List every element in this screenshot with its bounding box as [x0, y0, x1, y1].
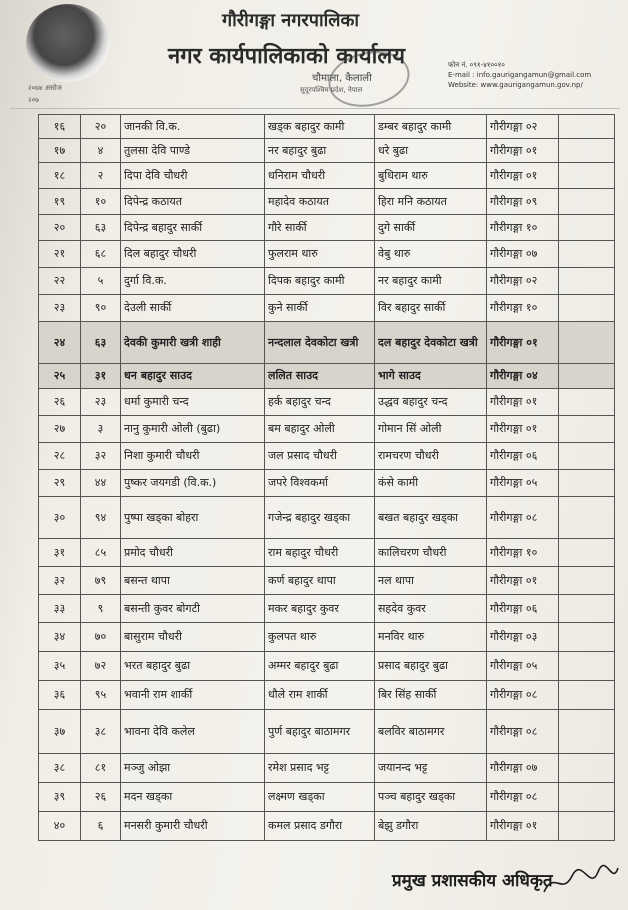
- address-cell: गौरीगङ्गा ०६: [487, 595, 559, 623]
- table-row: [39, 681, 615, 710]
- remarks-cell: [559, 215, 615, 241]
- grandfather-name-cell: दुगे सार्की: [375, 215, 487, 241]
- remarks-cell: [559, 268, 615, 295]
- number-cell: ९: [81, 595, 121, 623]
- table-row: [39, 754, 615, 783]
- address-cell: गौरीगङ्गा ०८: [487, 681, 559, 710]
- number-cell: ६३: [81, 215, 121, 241]
- table-row: [39, 364, 615, 389]
- table-row: [39, 783, 615, 812]
- name-cell: देउली सार्की: [121, 295, 265, 322]
- grandfather-name-cell: वेबु थारु: [375, 241, 487, 268]
- father-name-cell: खड्क बहादुर कामी: [265, 115, 375, 139]
- table-row: [39, 470, 615, 497]
- remarks-cell: [559, 497, 615, 539]
- remarks-cell: [559, 812, 615, 841]
- name-cell: धर्मा कुमारी चन्द: [121, 389, 265, 416]
- address-cell: गौरीगङ्गा ०२: [487, 268, 559, 295]
- address-cell: गौरीगङ्गा ०८: [487, 497, 559, 539]
- table-row: [39, 295, 615, 322]
- number-cell: २: [81, 163, 121, 189]
- address-cell: गौरीगङ्गा ०७: [487, 754, 559, 783]
- address-cell: गौरीगङ्गा ०४: [487, 364, 559, 389]
- name-cell: तुलसा देवि पाण्डे: [121, 139, 265, 163]
- father-name-cell: दिपक बहादुर कामी: [265, 268, 375, 295]
- number-cell: ८५: [81, 539, 121, 567]
- name-cell: भरत बहादुर बुढा: [121, 652, 265, 681]
- name-cell: पुष्पा खड्का बोहरा: [121, 497, 265, 539]
- table-row: [39, 389, 615, 416]
- table-row: [39, 163, 615, 189]
- father-name-cell: अम्मर बहादुर बुढा: [265, 652, 375, 681]
- number-cell: ६८: [81, 241, 121, 268]
- remarks-cell: [559, 416, 615, 443]
- grandfather-name-cell: बुधिराम थारु: [375, 163, 487, 189]
- number-cell: २६: [81, 783, 121, 812]
- number-cell: ९४: [81, 497, 121, 539]
- address-cell: गौरीगङ्गा ०१: [487, 139, 559, 163]
- table-row: [39, 241, 615, 268]
- grandfather-name-cell: नर बहादुर कामी: [375, 268, 487, 295]
- name-cell: प्रमोद चौधरी: [121, 539, 265, 567]
- table-row: [39, 215, 615, 241]
- name-cell: नानु कुमारी ओली (बुढा): [121, 416, 265, 443]
- father-name-cell: हर्क बहादुर चन्द: [265, 389, 375, 416]
- address-cell: गौरीगङ्गा ०३: [487, 623, 559, 652]
- remarks-cell: [559, 783, 615, 812]
- number-cell: ७२: [81, 652, 121, 681]
- name-cell: पुष्कर जयगडी (वि.क.): [121, 470, 265, 497]
- father-name-cell: राम बहादुर चौधरी: [265, 539, 375, 567]
- number-cell: ३२: [81, 443, 121, 470]
- number-cell: ४४: [81, 470, 121, 497]
- number-cell: ५: [81, 268, 121, 295]
- municipality-name: गौरीगङ्गा नगरपालिका: [222, 10, 359, 31]
- remarks-cell: [559, 139, 615, 163]
- grandfather-name-cell: दल बहादुर देवकोटा खत्री: [375, 322, 487, 364]
- remarks-cell: [559, 595, 615, 623]
- remarks-cell: [559, 710, 615, 754]
- remarks-cell: [559, 295, 615, 322]
- serial-cell: ३६: [39, 681, 81, 710]
- office-address: चौमाला, कैलाली: [312, 73, 372, 84]
- remarks-cell: [559, 681, 615, 710]
- table-row: [39, 567, 615, 595]
- grandfather-name-cell: हिरा मनि कठायत: [375, 189, 487, 215]
- father-name-cell: धनिराम चौधरी: [265, 163, 375, 189]
- father-name-cell: फुलराम थारु: [265, 241, 375, 268]
- number-cell: ७९: [81, 567, 121, 595]
- address-cell: गौरीगङ्गा ०८: [487, 783, 559, 812]
- number-cell: २३: [81, 389, 121, 416]
- table-row: [39, 812, 615, 841]
- address-cell: गौरीगङ्गा ०८: [487, 710, 559, 754]
- name-cell: निशा कुमारी चौधरी: [121, 443, 265, 470]
- address-cell: गौरीगङ्गा ०६: [487, 443, 559, 470]
- remarks-cell: [559, 241, 615, 268]
- grandfather-name-cell: बिर सिंह सार्की: [375, 681, 487, 710]
- number-cell: ८१: [81, 754, 121, 783]
- father-name-cell: जपरे विश्वकर्मा: [265, 470, 375, 497]
- serial-cell: १७: [39, 139, 81, 163]
- table-row: [39, 652, 615, 681]
- table-row: [39, 539, 615, 567]
- address-cell: गौरीगङ्गा ०१: [487, 322, 559, 364]
- name-cell: बसन्ती कुवर बोगटी: [121, 595, 265, 623]
- grandfather-name-cell: भागे साउद: [375, 364, 487, 389]
- name-cell: भवानी राम शार्की: [121, 681, 265, 710]
- email-address: E-mail : info.gaurigangamun@gmail.com: [448, 71, 592, 79]
- serial-cell: २४: [39, 322, 81, 364]
- beneficiary-table: [38, 114, 615, 841]
- number-cell: ६३: [81, 322, 121, 364]
- number-cell: ६: [81, 812, 121, 841]
- father-name-cell: कुलपत थारु: [265, 623, 375, 652]
- name-cell: दिपा देवि चौधरी: [121, 163, 265, 189]
- grandfather-name-cell: कालिचरण चौधरी: [375, 539, 487, 567]
- table-row: [39, 115, 615, 139]
- office-name: नगर कार्यपालिकाको कार्यालय: [168, 44, 405, 69]
- address-cell: गौरीगङ्गा ०१: [487, 416, 559, 443]
- father-name-cell: महादेव कठायत: [265, 189, 375, 215]
- father-name-cell: कर्ण बहादुर थापा: [265, 567, 375, 595]
- father-name-cell: कमल प्रसाद डगौरा: [265, 812, 375, 841]
- address-cell: गौरीगङ्गा ०५: [487, 470, 559, 497]
- number-cell: ७०: [81, 623, 121, 652]
- grandfather-name-cell: प्रसाद बहादुर बुढा: [375, 652, 487, 681]
- grandfather-name-cell: जयानन्द भट्ट: [375, 754, 487, 783]
- father-name-cell: धौले राम शार्की: [265, 681, 375, 710]
- name-cell: दिल बहादुर चौधरी: [121, 241, 265, 268]
- name-cell: जानकी वि.क.: [121, 115, 265, 139]
- serial-cell: २७: [39, 416, 81, 443]
- serial-cell: १८: [39, 163, 81, 189]
- father-name-cell: बम बहादुर ओली: [265, 416, 375, 443]
- table-row: [39, 322, 615, 364]
- table-row: [39, 189, 615, 215]
- grandfather-name-cell: गोमान सिं ओली: [375, 416, 487, 443]
- remarks-cell: [559, 189, 615, 215]
- name-cell: दिपेन्द्र बहादुर सार्की: [121, 215, 265, 241]
- father-name-cell: नन्दलाल देवकोटा खत्री: [265, 322, 375, 364]
- father-name-cell: कुने सार्की: [265, 295, 375, 322]
- grandfather-name-cell: मनविर थारु: [375, 623, 487, 652]
- address-cell: गौरीगङ्गा ०१: [487, 567, 559, 595]
- table-row: [39, 710, 615, 754]
- table-row: [39, 416, 615, 443]
- address-cell: गौरीगङ्गा ०१: [487, 389, 559, 416]
- number-cell: ४: [81, 139, 121, 163]
- address-cell: गौरीगङ्गा १०: [487, 539, 559, 567]
- remarks-cell: [559, 652, 615, 681]
- number-cell: ३८: [81, 710, 121, 754]
- name-cell: दिपेन्द्र कठायत: [121, 189, 265, 215]
- remarks-cell: [559, 322, 615, 364]
- father-name-cell: जल प्रसाद चौधरी: [265, 443, 375, 470]
- serial-cell: ३१: [39, 539, 81, 567]
- serial-cell: ३२: [39, 567, 81, 595]
- grandfather-name-cell: बखत बहादुर खड्का: [375, 497, 487, 539]
- name-cell: धन बहादुर साउद: [121, 364, 265, 389]
- address-cell: गौरीगङ्गा १०: [487, 295, 559, 322]
- table-row: [39, 268, 615, 295]
- grandfather-name-cell: डम्बर बहादुर कामी: [375, 115, 487, 139]
- serial-cell: २१: [39, 241, 81, 268]
- serial-cell: ३७: [39, 710, 81, 754]
- serial-cell: ३४: [39, 623, 81, 652]
- remarks-cell: [559, 389, 615, 416]
- serial-cell: ३०: [39, 497, 81, 539]
- number-cell: ९५: [81, 681, 121, 710]
- serial-cell: २८: [39, 443, 81, 470]
- remarks-cell: [559, 539, 615, 567]
- remarks-cell: [559, 567, 615, 595]
- name-cell: मनसरी कुमारी चौधरी: [121, 812, 265, 841]
- serial-cell: ३५: [39, 652, 81, 681]
- grandfather-name-cell: सहदेव कुवर: [375, 595, 487, 623]
- remarks-cell: [559, 754, 615, 783]
- address-cell: गौरीगङ्गा ०२: [487, 115, 559, 139]
- father-name-cell: लक्ष्मण खड्का: [265, 783, 375, 812]
- grandfather-name-cell: रामचरण चौधरी: [375, 443, 487, 470]
- name-cell: दुर्गा वि.क.: [121, 268, 265, 295]
- grandfather-name-cell: बलविर बाठामगर: [375, 710, 487, 754]
- address-cell: गौरीगङ्गा ०५: [487, 652, 559, 681]
- remarks-cell: [559, 470, 615, 497]
- serial-cell: २९: [39, 470, 81, 497]
- name-cell: मदन खड्का: [121, 783, 265, 812]
- father-name-cell: रमेश प्रसाद भट्ट: [265, 754, 375, 783]
- serial-cell: २५: [39, 364, 81, 389]
- table-row: [39, 139, 615, 163]
- table-row: [39, 497, 615, 539]
- address-cell: गौरीगङ्गा ०१: [487, 163, 559, 189]
- serial-cell: २०: [39, 215, 81, 241]
- serial-cell: ३९: [39, 783, 81, 812]
- serial-cell: १९: [39, 189, 81, 215]
- father-name-cell: नर बहादुर बुढा: [265, 139, 375, 163]
- father-name-cell: गौरे सार्की: [265, 215, 375, 241]
- serial-cell: ३३: [39, 595, 81, 623]
- name-cell: देवकी कुमारी खत्री शाही: [121, 322, 265, 364]
- address-cell: गौरीगङ्गा ०७: [487, 241, 559, 268]
- serial-cell: २२: [39, 268, 81, 295]
- letterhead: [0, 0, 628, 120]
- remarks-cell: [559, 623, 615, 652]
- serial-cell: १६: [39, 115, 81, 139]
- signatory-title: प्रमुख प्रशासकीय अधिकृत: [392, 871, 553, 891]
- name-cell: बासुराम चौधरी: [121, 623, 265, 652]
- remarks-cell: [559, 115, 615, 139]
- name-cell: भावना देवि कलेल: [121, 710, 265, 754]
- number-cell: १०: [81, 189, 121, 215]
- logo-caption: २०७४ असोज: [28, 84, 62, 92]
- grandfather-name-cell: पञ्च बहादुर खड्का: [375, 783, 487, 812]
- grandfather-name-cell: नल थापा: [375, 567, 487, 595]
- remarks-cell: [559, 443, 615, 470]
- handwritten-signature: [540, 862, 620, 902]
- serial-cell: २६: [39, 389, 81, 416]
- office-province: सुदूरपश्चिम प्रदेश, नेपाल: [300, 86, 363, 94]
- name-cell: मञ्जु ओझा: [121, 754, 265, 783]
- number-cell: ३: [81, 416, 121, 443]
- father-name-cell: मकर बहादुर कुवर: [265, 595, 375, 623]
- grandfather-name-cell: उद्धव बहादुर चन्द: [375, 389, 487, 416]
- serial-cell: ३८: [39, 754, 81, 783]
- number-cell: २०: [81, 115, 121, 139]
- number-cell: ३१: [81, 364, 121, 389]
- municipality-logo: [26, 4, 110, 82]
- phone-number: फोन नं. ०९१-४१००१०: [448, 61, 505, 69]
- website-address: Website: www.gaurigangamun.gov.np/: [448, 81, 583, 89]
- grandfather-name-cell: धरे बुढा: [375, 139, 487, 163]
- address-cell: गौरीगङ्गा १०: [487, 215, 559, 241]
- name-cell: बसन्त थापा: [121, 567, 265, 595]
- table-row: [39, 595, 615, 623]
- serial-cell: २३: [39, 295, 81, 322]
- grandfather-name-cell: कंसे कामी: [375, 470, 487, 497]
- logo-caption-2: २०७: [28, 96, 39, 104]
- father-name-cell: गजेन्द्र बहादुर खड्का: [265, 497, 375, 539]
- grandfather-name-cell: विर बहादुर सार्की: [375, 295, 487, 322]
- header-divider: [10, 108, 620, 109]
- serial-cell: ४०: [39, 812, 81, 841]
- address-cell: गौरीगङ्गा ०९: [487, 189, 559, 215]
- table-row: [39, 443, 615, 470]
- number-cell: ९०: [81, 295, 121, 322]
- father-name-cell: पुर्ण बहादुर बाठामगर: [265, 710, 375, 754]
- remarks-cell: [559, 163, 615, 189]
- grandfather-name-cell: बेझु डगौरा: [375, 812, 487, 841]
- table-row: [39, 623, 615, 652]
- remarks-cell: [559, 364, 615, 389]
- contact-block: [448, 60, 591, 90]
- father-name-cell: ललित साउद: [265, 364, 375, 389]
- address-cell: गौरीगङ्गा ०१: [487, 812, 559, 841]
